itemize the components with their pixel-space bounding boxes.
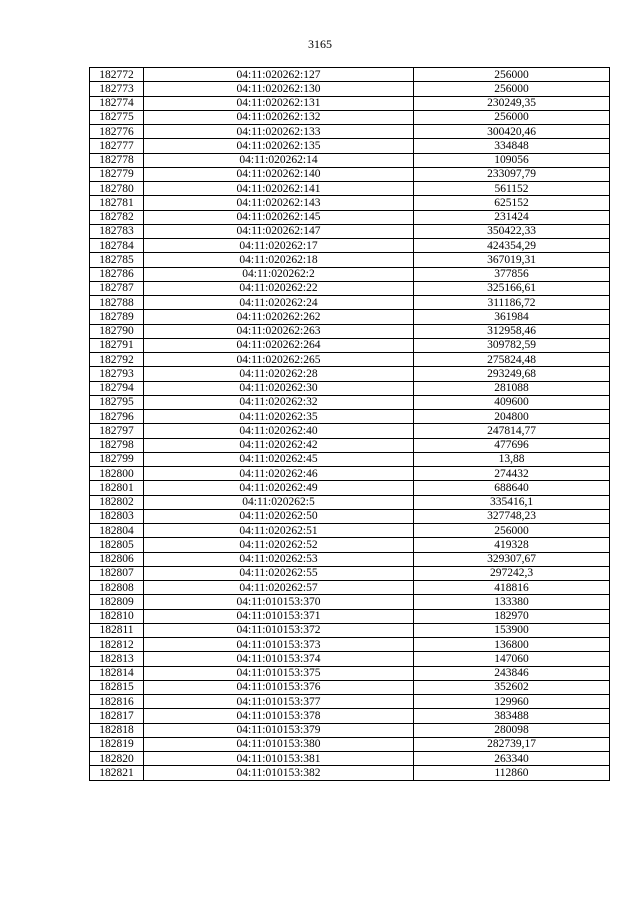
row-number-cell: 182793 — [90, 367, 144, 381]
row-number-cell: 182776 — [90, 125, 144, 139]
value-cell: 204800 — [414, 410, 610, 424]
value-cell: 129960 — [414, 695, 610, 709]
table-row — [90, 267, 610, 281]
table-row — [90, 153, 610, 167]
row-number-cell: 182774 — [90, 96, 144, 110]
table-row — [90, 410, 610, 424]
value-cell: 256000 — [414, 68, 610, 82]
cadastral-number-cell: 04:11:010153:370 — [144, 595, 414, 609]
cadastral-number-cell: 04:11:020262:265 — [144, 353, 414, 367]
cadastral-number-cell: 04:11:010153:380 — [144, 737, 414, 751]
value-cell: 325166,61 — [414, 281, 610, 295]
value-cell: 247814,77 — [414, 424, 610, 438]
row-number-cell: 182778 — [90, 153, 144, 167]
cadastral-number-cell: 04:11:020262:28 — [144, 367, 414, 381]
table-row — [90, 424, 610, 438]
value-cell: 275824,48 — [414, 353, 610, 367]
registry-table — [89, 67, 610, 781]
value-cell: 231424 — [414, 210, 610, 224]
row-number-cell: 182775 — [90, 110, 144, 124]
table-row — [90, 552, 610, 566]
value-cell: 312958,46 — [414, 324, 610, 338]
cadastral-number-cell: 04:11:010153:382 — [144, 766, 414, 780]
table-row — [90, 623, 610, 637]
cadastral-number-cell: 04:11:020262:145 — [144, 210, 414, 224]
page-number: 3165 — [308, 37, 332, 51]
cadastral-number-cell: 04:11:010153:373 — [144, 638, 414, 652]
table-row — [90, 338, 610, 352]
row-number-cell: 182795 — [90, 395, 144, 409]
table-row — [90, 167, 610, 181]
row-number-cell: 182817 — [90, 709, 144, 723]
row-number-cell: 182804 — [90, 524, 144, 538]
cadastral-number-cell: 04:11:020262:55 — [144, 566, 414, 580]
cadastral-number-cell: 04:11:020262:130 — [144, 82, 414, 96]
cadastral-number-cell: 04:11:020262:51 — [144, 524, 414, 538]
table-row — [90, 581, 610, 595]
table-row — [90, 766, 610, 780]
table-row — [90, 224, 610, 238]
cadastral-number-cell: 04:11:010153:377 — [144, 695, 414, 709]
value-cell: 300420,46 — [414, 125, 610, 139]
value-cell: 256000 — [414, 524, 610, 538]
cadastral-number-cell: 04:11:020262:131 — [144, 96, 414, 110]
cadastral-number-cell: 04:11:010153:372 — [144, 623, 414, 637]
cadastral-number-cell: 04:11:020262:147 — [144, 224, 414, 238]
table-row — [90, 82, 610, 96]
table-row — [90, 324, 610, 338]
value-cell: 182970 — [414, 609, 610, 623]
cadastral-number-cell: 04:11:020262:133 — [144, 125, 414, 139]
value-cell: 409600 — [414, 395, 610, 409]
value-cell: 153900 — [414, 623, 610, 637]
row-number-cell: 182788 — [90, 296, 144, 310]
registry-table-body — [90, 68, 610, 781]
cadastral-number-cell: 04:11:010153:374 — [144, 652, 414, 666]
cadastral-number-cell: 04:11:020262:135 — [144, 139, 414, 153]
row-number-cell: 182786 — [90, 267, 144, 281]
row-number-cell: 182782 — [90, 210, 144, 224]
table-row — [90, 367, 610, 381]
value-cell: 233097,79 — [414, 167, 610, 181]
table-row — [90, 110, 610, 124]
row-number-cell: 182785 — [90, 253, 144, 267]
cadastral-number-cell: 04:11:010153:371 — [144, 609, 414, 623]
cadastral-number-cell: 04:11:020262:50 — [144, 509, 414, 523]
cadastral-number-cell: 04:11:020262:32 — [144, 395, 414, 409]
cadastral-number-cell: 04:11:010153:376 — [144, 680, 414, 694]
value-cell: 309782,59 — [414, 338, 610, 352]
row-number-cell: 182821 — [90, 766, 144, 780]
value-cell: 133380 — [414, 595, 610, 609]
cadastral-number-cell: 04:11:020262:57 — [144, 581, 414, 595]
value-cell: 280098 — [414, 723, 610, 737]
value-cell: 688640 — [414, 481, 610, 495]
table-row — [90, 210, 610, 224]
cadastral-number-cell: 04:11:020262:45 — [144, 452, 414, 466]
value-cell: 256000 — [414, 82, 610, 96]
row-number-cell: 182815 — [90, 680, 144, 694]
row-number-cell: 182797 — [90, 424, 144, 438]
cadastral-number-cell: 04:11:020262:17 — [144, 239, 414, 253]
value-cell: 112860 — [414, 766, 610, 780]
cadastral-number-cell: 04:11:020262:132 — [144, 110, 414, 124]
row-number-cell: 182806 — [90, 552, 144, 566]
table-row — [90, 695, 610, 709]
value-cell: 230249,35 — [414, 96, 610, 110]
row-number-cell: 182796 — [90, 410, 144, 424]
cadastral-number-cell: 04:11:010153:375 — [144, 666, 414, 680]
cadastral-number-cell: 04:11:020262:53 — [144, 552, 414, 566]
value-cell: 424354,29 — [414, 239, 610, 253]
row-number-cell: 182819 — [90, 737, 144, 751]
cadastral-number-cell: 04:11:020262:52 — [144, 538, 414, 552]
table-row — [90, 253, 610, 267]
cadastral-number-cell: 04:11:020262:264 — [144, 338, 414, 352]
cadastral-number-cell: 04:11:020262:35 — [144, 410, 414, 424]
table-row — [90, 509, 610, 523]
value-cell: 282739,17 — [414, 737, 610, 751]
row-number-cell: 182799 — [90, 452, 144, 466]
table-row — [90, 281, 610, 295]
cadastral-number-cell: 04:11:020262:40 — [144, 424, 414, 438]
table-row — [90, 752, 610, 766]
table-row — [90, 666, 610, 680]
table-row — [90, 353, 610, 367]
cadastral-number-cell: 04:11:020262:49 — [144, 481, 414, 495]
table-row — [90, 481, 610, 495]
row-number-cell: 182818 — [90, 723, 144, 737]
row-number-cell: 182791 — [90, 338, 144, 352]
value-cell: 274432 — [414, 467, 610, 481]
value-cell: 561152 — [414, 182, 610, 196]
row-number-cell: 182810 — [90, 609, 144, 623]
cadastral-number-cell: 04:11:020262:263 — [144, 324, 414, 338]
row-number-cell: 182809 — [90, 595, 144, 609]
table-row — [90, 595, 610, 609]
value-cell: 263340 — [414, 752, 610, 766]
value-cell: 311186,72 — [414, 296, 610, 310]
value-cell: 419328 — [414, 538, 610, 552]
value-cell: 293249,68 — [414, 367, 610, 381]
cadastral-number-cell: 04:11:020262:46 — [144, 467, 414, 481]
cadastral-number-cell: 04:11:020262:2 — [144, 267, 414, 281]
cadastral-number-cell: 04:11:020262:22 — [144, 281, 414, 295]
cadastral-number-cell: 04:11:010153:381 — [144, 752, 414, 766]
value-cell: 335416,1 — [414, 495, 610, 509]
value-cell: 367019,31 — [414, 253, 610, 267]
table-row — [90, 452, 610, 466]
table-row — [90, 296, 610, 310]
row-number-cell: 182789 — [90, 310, 144, 324]
row-number-cell: 182802 — [90, 495, 144, 509]
row-number-cell: 182812 — [90, 638, 144, 652]
table-row — [90, 125, 610, 139]
table-row — [90, 196, 610, 210]
row-number-cell: 182783 — [90, 224, 144, 238]
value-cell: 352602 — [414, 680, 610, 694]
cadastral-number-cell: 04:11:020262:30 — [144, 381, 414, 395]
cadastral-number-cell: 04:11:020262:24 — [144, 296, 414, 310]
table-row — [90, 310, 610, 324]
row-number-cell: 182808 — [90, 581, 144, 595]
cadastral-number-cell: 04:11:020262:140 — [144, 167, 414, 181]
value-cell: 243846 — [414, 666, 610, 680]
table-row — [90, 538, 610, 552]
value-cell: 329307,67 — [414, 552, 610, 566]
table-row — [90, 438, 610, 452]
table-row — [90, 566, 610, 580]
table-row — [90, 239, 610, 253]
row-number-cell: 182805 — [90, 538, 144, 552]
table-row — [90, 638, 610, 652]
row-number-cell: 182814 — [90, 666, 144, 680]
row-number-cell: 182787 — [90, 281, 144, 295]
table-row — [90, 139, 610, 153]
value-cell: 297242,3 — [414, 566, 610, 580]
table-row — [90, 737, 610, 751]
row-number-cell: 182772 — [90, 68, 144, 82]
row-number-cell: 182820 — [90, 752, 144, 766]
row-number-cell: 182801 — [90, 481, 144, 495]
cadastral-number-cell: 04:11:020262:42 — [144, 438, 414, 452]
table-row — [90, 381, 610, 395]
table-row — [90, 68, 610, 82]
value-cell: 256000 — [414, 110, 610, 124]
row-number-cell: 182784 — [90, 239, 144, 253]
value-cell: 136800 — [414, 638, 610, 652]
row-number-cell: 182816 — [90, 695, 144, 709]
value-cell: 418816 — [414, 581, 610, 595]
cadastral-number-cell: 04:11:020262:18 — [144, 253, 414, 267]
row-number-cell: 182781 — [90, 196, 144, 210]
value-cell: 334848 — [414, 139, 610, 153]
value-cell: 281088 — [414, 381, 610, 395]
cadastral-number-cell: 04:11:020262:262 — [144, 310, 414, 324]
table-row — [90, 680, 610, 694]
row-number-cell: 182798 — [90, 438, 144, 452]
cadastral-number-cell: 04:11:010153:379 — [144, 723, 414, 737]
value-cell: 383488 — [414, 709, 610, 723]
row-number-cell: 182777 — [90, 139, 144, 153]
row-number-cell: 182773 — [90, 82, 144, 96]
cadastral-number-cell: 04:11:020262:127 — [144, 68, 414, 82]
table-row — [90, 524, 610, 538]
row-number-cell: 182780 — [90, 182, 144, 196]
table-row — [90, 182, 610, 196]
value-cell: 377856 — [414, 267, 610, 281]
row-number-cell: 182779 — [90, 167, 144, 181]
row-number-cell: 182811 — [90, 623, 144, 637]
value-cell: 147060 — [414, 652, 610, 666]
cadastral-number-cell: 04:11:020262:141 — [144, 182, 414, 196]
table-row — [90, 609, 610, 623]
value-cell: 327748,23 — [414, 509, 610, 523]
table-row — [90, 467, 610, 481]
table-row — [90, 723, 610, 737]
table-row — [90, 652, 610, 666]
value-cell: 625152 — [414, 196, 610, 210]
value-cell: 109056 — [414, 153, 610, 167]
cadastral-number-cell: 04:11:020262:5 — [144, 495, 414, 509]
row-number-cell: 182807 — [90, 566, 144, 580]
row-number-cell: 182792 — [90, 353, 144, 367]
value-cell: 13,88 — [414, 452, 610, 466]
table-row — [90, 495, 610, 509]
cadastral-number-cell: 04:11:020262:143 — [144, 196, 414, 210]
value-cell: 477696 — [414, 438, 610, 452]
table-row — [90, 709, 610, 723]
value-cell: 361984 — [414, 310, 610, 324]
cadastral-number-cell: 04:11:020262:14 — [144, 153, 414, 167]
row-number-cell: 182803 — [90, 509, 144, 523]
row-number-cell: 182813 — [90, 652, 144, 666]
value-cell: 350422,33 — [414, 224, 610, 238]
row-number-cell: 182800 — [90, 467, 144, 481]
table-row — [90, 96, 610, 110]
cadastral-number-cell: 04:11:010153:378 — [144, 709, 414, 723]
row-number-cell: 182794 — [90, 381, 144, 395]
table-row — [90, 395, 610, 409]
row-number-cell: 182790 — [90, 324, 144, 338]
